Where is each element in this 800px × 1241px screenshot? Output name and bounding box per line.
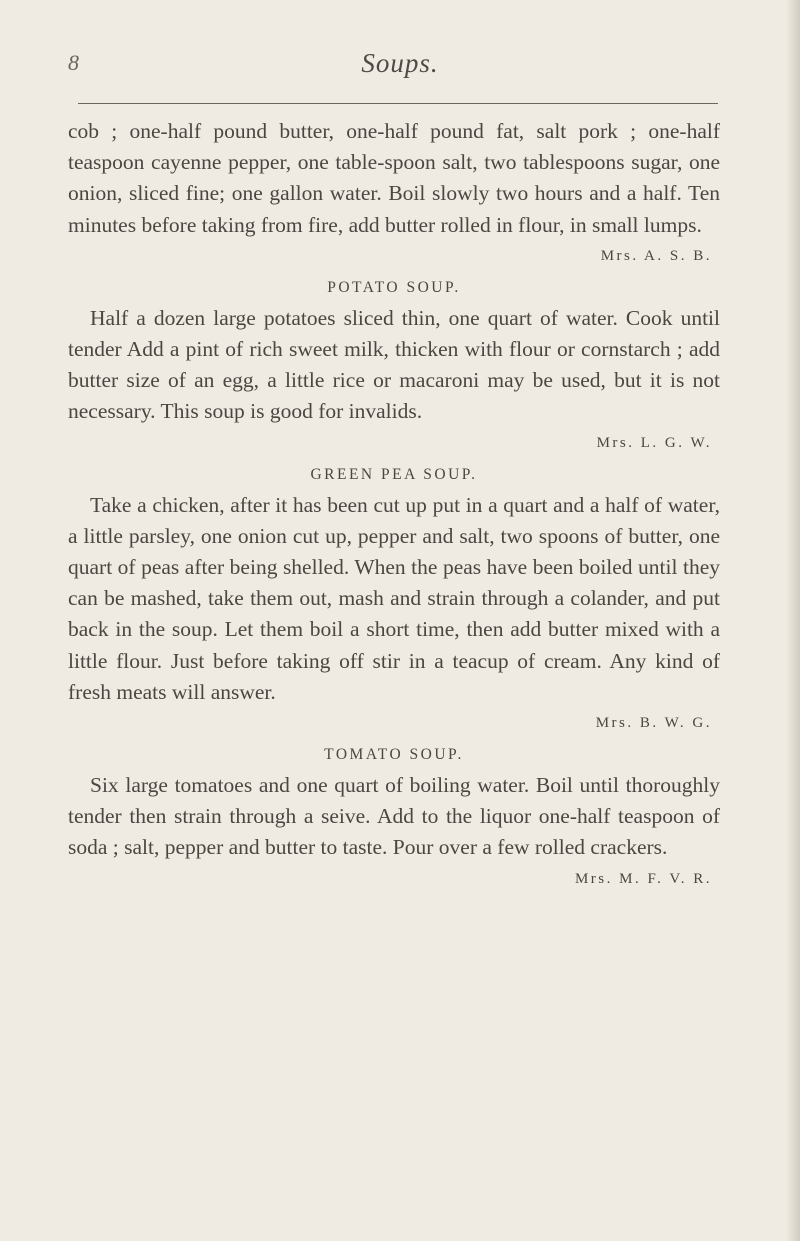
intro-paragraph: cob ; one-half pound butter, one-half pound fat, salt pork ; one-half teaspoon cayenne pepper, one table-spoon salt, two tablespoons sugar, one onion, sliced fine; one gallon water. Boil slowly two hours and a half. Ten minutes before taking from fire, add butter rolled in flour, in small lumps.: [68, 119, 720, 237]
potato-soup-paragraph: Half a dozen large potatoes sliced thin, one quart of water. Cook until tender Add a pint of rich sweet milk, thicken with flour or cornstarch ; add butter size of an egg, a little rice or macaroni may be used, but it is not necessary. This soup is good for invalids.: [68, 305, 720, 424]
tomato-soup-signature: Mrs. M. F. V. R.: [574, 870, 712, 887]
intro-signature: Mrs. A. S. B.: [600, 247, 712, 264]
potato-soup-signature: Mrs. L. G. W.: [596, 434, 712, 451]
page-body: [68, 116, 720, 895]
running-title: Soups.: [361, 48, 439, 78]
green-pea-soup-paragraph: Take a chicken, after it has been cut up put in a quart and a half of water, a little parsley, one onion cut up, pepper and salt, two spoons of butter, one quart of peas after being shelled. When the peas have been boiled until they can be mashed, take them out, mash and strain through a colander, and put back in the soup. Let them boil a short time, then add butter mixed with a little flour. Just before taking off stir in a teacup of cream. Any kind of fresh meats will answer.: [68, 492, 720, 704]
tomato-soup-paragraph: Six large tomatoes and one quart of boiling water. Boil until thoroughly tender then strain through a seive. Add to the liquor one-half teaspoon of soda ; salt, pepper and butter to taste. Pour over a few rolled crackers.: [68, 773, 720, 860]
green-pea-soup-signature: Mrs. B. W. G.: [595, 715, 712, 732]
potato-soup-heading: POTATO SOUP.: [327, 278, 461, 296]
tomato-soup-heading: TOMATO SOUP.: [324, 746, 464, 764]
page-edge-shadow: [786, 0, 800, 1241]
page-number: 8: [68, 50, 79, 75]
green-pea-soup-heading: GREEN PEA SOUP.: [310, 465, 478, 483]
header-rule: [78, 103, 718, 104]
